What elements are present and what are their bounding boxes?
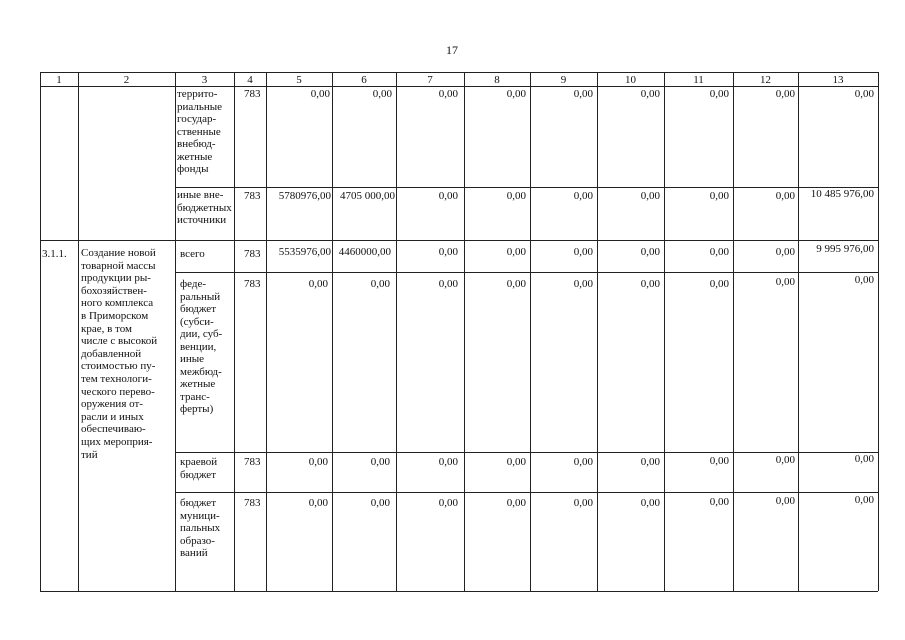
column-border xyxy=(396,72,397,591)
column-header: 2 xyxy=(123,74,130,86)
column-border xyxy=(464,72,465,591)
column-header: 6 xyxy=(361,74,367,86)
activity-description: Создание новой товарной массы продукции ры- бохозяйствен- ного комплекса в Приморском крае, в том числе с высокой добавленной стоимостью пу- тем технологи- ческого перево- оружения от- расли и иных обеспечиваю- щих мероприя- тий xyxy=(81,247,158,461)
value-cell: 0,00 xyxy=(308,497,328,509)
row-label-territorial-funds: террито- риальные государ- ственные внебюд- жетные фонды xyxy=(177,88,223,175)
row-divider xyxy=(175,452,878,453)
value-cell: 0,00 xyxy=(775,190,795,202)
value-cell: 0,00 xyxy=(709,496,729,508)
value-cell: 0,00 xyxy=(640,278,660,290)
column-header: 8 xyxy=(494,74,500,86)
column-border xyxy=(266,72,267,591)
row-divider xyxy=(175,492,878,493)
value-cell: 0,00 xyxy=(854,88,874,100)
value-cell: 0,00 xyxy=(640,88,660,100)
column-border xyxy=(878,72,879,591)
row-label-total: всего xyxy=(180,248,205,260)
value-cell: 0,00 xyxy=(506,246,526,258)
value-cell: 0,00 xyxy=(438,278,458,290)
code-cell: 783 xyxy=(244,497,261,509)
header-bottom-border xyxy=(40,86,878,87)
value-cell: 10 485 976,00 xyxy=(810,188,874,200)
column-border xyxy=(78,72,79,591)
column-border xyxy=(664,72,665,591)
column-border xyxy=(798,72,799,591)
value-cell: 0,00 xyxy=(573,497,593,509)
value-cell: 0,00 xyxy=(709,88,729,100)
value-cell: 5780976,00 xyxy=(278,190,331,202)
value-cell: 9 995 976,00 xyxy=(816,243,874,255)
value-cell: 5535976,00 xyxy=(278,246,331,258)
row-label-federal-budget: феде- ральный бюджет (субси- дии, суб- венции, иные межбюд- жетные транс- ферты) xyxy=(180,278,223,415)
value-cell: 0,00 xyxy=(438,456,458,468)
row-label-other-sources: иные вне- бюджетных источники xyxy=(177,189,232,226)
value-cell: 0,00 xyxy=(506,278,526,290)
value-cell: 0,00 xyxy=(640,246,660,258)
row-divider xyxy=(40,240,878,241)
table-top-border xyxy=(40,72,878,73)
value-cell: 0,00 xyxy=(709,278,729,290)
value-cell: 0,00 xyxy=(573,456,593,468)
activity-number: 3.1.1. xyxy=(42,248,67,260)
code-cell: 783 xyxy=(244,248,261,260)
value-cell: 0,00 xyxy=(709,455,729,467)
column-header: 12 xyxy=(760,74,771,86)
value-cell: 0,00 xyxy=(308,278,328,290)
column-header: 1 xyxy=(56,74,62,86)
column-border xyxy=(175,72,176,591)
column-header: 3 xyxy=(201,74,208,86)
column-header: 9 xyxy=(560,74,567,86)
value-cell: 0,00 xyxy=(640,497,660,509)
row-label-regional-budget: краевой бюджет xyxy=(180,456,218,481)
value-cell: 0,00 xyxy=(506,190,526,202)
value-cell: 0,00 xyxy=(438,88,458,100)
column-border xyxy=(530,72,531,591)
value-cell: 0,00 xyxy=(709,246,729,258)
row-label-municipal-budget: бюджет муници- пальных образо- ваний xyxy=(180,497,221,559)
value-cell: 0,00 xyxy=(775,454,795,466)
column-header: 13 xyxy=(832,74,844,86)
value-cell: 0,00 xyxy=(775,276,795,288)
column-border xyxy=(234,72,235,591)
value-cell: 0,00 xyxy=(775,246,795,258)
column-border xyxy=(40,72,41,591)
value-cell: 0,00 xyxy=(573,278,593,290)
column-border xyxy=(597,72,598,591)
page-number: 17 xyxy=(446,43,458,57)
value-cell: 0,00 xyxy=(370,278,390,290)
column-border xyxy=(733,72,734,591)
value-cell: 0,00 xyxy=(775,495,795,507)
code-cell: 783 xyxy=(244,190,261,202)
value-cell: 0,00 xyxy=(573,190,593,202)
value-cell: 0,00 xyxy=(308,456,328,468)
value-cell: 0,00 xyxy=(506,88,526,100)
value-cell: 0,00 xyxy=(438,497,458,509)
value-cell: 4705 000,00 xyxy=(340,190,395,202)
value-cell: 0,00 xyxy=(775,88,795,100)
value-cell: 0,00 xyxy=(438,246,458,258)
code-cell: 783 xyxy=(244,456,261,468)
value-cell: 0,00 xyxy=(573,88,593,100)
column-header: 7 xyxy=(427,74,433,86)
column-border xyxy=(332,72,333,591)
value-cell: 0,00 xyxy=(854,494,874,506)
value-cell: 0,00 xyxy=(370,456,390,468)
value-cell: 0,00 xyxy=(640,456,660,468)
row-divider xyxy=(175,272,878,273)
value-cell: 0,00 xyxy=(506,456,526,468)
value-cell: 0,00 xyxy=(506,497,526,509)
table-bottom-border xyxy=(40,591,878,592)
column-header: 11 xyxy=(693,74,704,86)
code-cell: 783 xyxy=(244,88,261,100)
column-header: 10 xyxy=(625,74,636,86)
column-header: 5 xyxy=(296,74,302,86)
value-cell: 0,00 xyxy=(640,190,660,202)
column-header: 4 xyxy=(247,74,253,86)
value-cell: 0,00 xyxy=(370,497,390,509)
value-cell: 0,00 xyxy=(709,190,729,202)
value-cell: 0,00 xyxy=(854,453,874,465)
row-divider xyxy=(175,187,878,188)
value-cell: 0,00 xyxy=(573,246,593,258)
value-cell: 4460000,00 xyxy=(338,246,391,258)
code-cell: 783 xyxy=(244,278,261,290)
value-cell: 0,00 xyxy=(438,190,458,202)
value-cell: 0,00 xyxy=(372,88,392,100)
value-cell: 0,00 xyxy=(310,88,330,100)
value-cell: 0,00 xyxy=(854,274,874,286)
